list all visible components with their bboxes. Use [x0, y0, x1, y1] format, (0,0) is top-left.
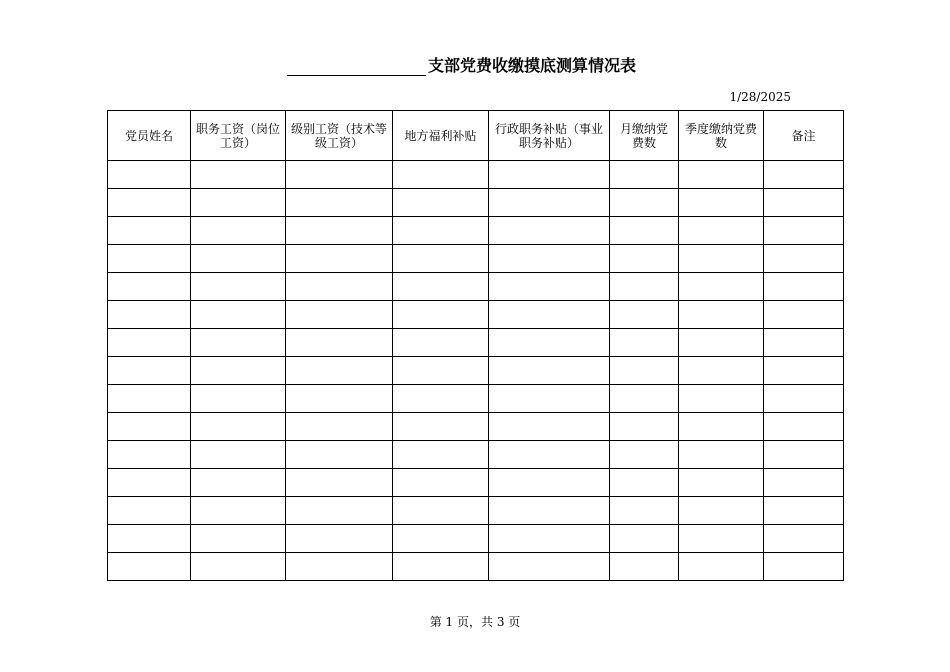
table-cell[interactable]: [610, 553, 679, 581]
table-cell[interactable]: [764, 189, 844, 217]
table-cell[interactable]: [191, 329, 286, 357]
table-cell[interactable]: [610, 189, 679, 217]
table-row: [108, 441, 844, 469]
header-row: [108, 111, 844, 161]
table-cell[interactable]: [610, 161, 679, 189]
table-cell[interactable]: [286, 357, 393, 385]
table-row: [108, 301, 844, 329]
table-cell[interactable]: [108, 497, 191, 525]
table-cell[interactable]: [286, 553, 393, 581]
table-cell[interactable]: [610, 525, 679, 553]
table-cell[interactable]: [679, 469, 764, 497]
table-cell[interactable]: [679, 301, 764, 329]
table-cell[interactable]: [191, 161, 286, 189]
table-cell[interactable]: [610, 301, 679, 329]
table-cell[interactable]: [108, 329, 191, 357]
table-cell[interactable]: [489, 357, 610, 385]
title-text: 支部党费收缴摸底测算情况表: [428, 56, 637, 75]
header-grade-salary: 级别工资（技术等级工资）: [286, 111, 393, 161]
table-cell[interactable]: [286, 161, 393, 189]
table-cell[interactable]: [286, 329, 393, 357]
table-cell[interactable]: [489, 469, 610, 497]
table-cell[interactable]: [679, 245, 764, 273]
table-cell[interactable]: [191, 273, 286, 301]
table-cell[interactable]: [393, 525, 489, 553]
table-cell[interactable]: [393, 273, 489, 301]
table-row: [108, 329, 844, 357]
table-cell[interactable]: [679, 441, 764, 469]
table-cell[interactable]: [286, 413, 393, 441]
header-member-name: 党员姓名: [108, 111, 191, 161]
branch-name-blank: [287, 55, 426, 76]
table-cell[interactable]: [393, 189, 489, 217]
table-cell[interactable]: [764, 357, 844, 385]
table-cell[interactable]: [191, 525, 286, 553]
table-cell[interactable]: [286, 525, 393, 553]
table-cell[interactable]: [286, 385, 393, 413]
table-cell[interactable]: [108, 525, 191, 553]
table-cell[interactable]: [393, 469, 489, 497]
table-cell[interactable]: [489, 245, 610, 273]
table-row: [108, 189, 844, 217]
table-cell[interactable]: [108, 161, 191, 189]
table-cell[interactable]: [108, 357, 191, 385]
table-cell[interactable]: [286, 301, 393, 329]
table-cell[interactable]: [679, 413, 764, 441]
table-cell[interactable]: [610, 385, 679, 413]
table-cell[interactable]: [489, 553, 610, 581]
table-cell[interactable]: [108, 469, 191, 497]
table-cell[interactable]: [679, 357, 764, 385]
table-cell[interactable]: [610, 217, 679, 245]
table-cell[interactable]: [489, 301, 610, 329]
dues-table: [107, 110, 844, 581]
table-cell[interactable]: [286, 497, 393, 525]
table-cell[interactable]: [108, 441, 191, 469]
table-cell[interactable]: [191, 497, 286, 525]
table-cell[interactable]: [191, 217, 286, 245]
table-row: [108, 525, 844, 553]
table-cell[interactable]: [764, 525, 844, 553]
table-cell[interactable]: [286, 189, 393, 217]
table-cell[interactable]: [764, 245, 844, 273]
header-monthly-dues: 月缴纳党费数: [610, 111, 679, 161]
table-cell[interactable]: [286, 273, 393, 301]
table-cell[interactable]: [679, 161, 764, 189]
table-cell[interactable]: [393, 497, 489, 525]
table-cell[interactable]: [191, 189, 286, 217]
table-cell[interactable]: [108, 413, 191, 441]
table-cell[interactable]: [393, 357, 489, 385]
table-cell[interactable]: [489, 441, 610, 469]
table-cell[interactable]: [191, 385, 286, 413]
table-cell[interactable]: [108, 273, 191, 301]
table-cell[interactable]: [489, 413, 610, 441]
table-cell[interactable]: [679, 385, 764, 413]
table-cell[interactable]: [489, 217, 610, 245]
table-cell[interactable]: [286, 469, 393, 497]
table-row: [108, 553, 844, 581]
table-cell[interactable]: [679, 217, 764, 245]
table-cell[interactable]: [679, 189, 764, 217]
table-cell[interactable]: [764, 301, 844, 329]
page-footer: 第 1 页，共 3 页: [429, 615, 521, 629]
table-row: [108, 245, 844, 273]
table-cell[interactable]: [191, 357, 286, 385]
table-cell[interactable]: [764, 553, 844, 581]
table-cell[interactable]: [610, 469, 679, 497]
header-local-allowance: 地方福利补贴: [393, 111, 489, 161]
table-cell[interactable]: [764, 217, 844, 245]
table-row: [108, 413, 844, 441]
table-cell[interactable]: [679, 553, 764, 581]
table-cell[interactable]: [191, 301, 286, 329]
table-cell[interactable]: [108, 217, 191, 245]
table-cell[interactable]: [393, 245, 489, 273]
table-cell[interactable]: [489, 525, 610, 553]
header-remarks: 备注: [764, 111, 844, 161]
table-cell[interactable]: [108, 385, 191, 413]
table-cell[interactable]: [679, 273, 764, 301]
table-cell[interactable]: [393, 217, 489, 245]
header-quarterly-dues: 季度缴纳党费数: [679, 111, 764, 161]
table-row: [108, 161, 844, 189]
table-cell[interactable]: [393, 441, 489, 469]
table-cell[interactable]: [764, 469, 844, 497]
table-row: [108, 497, 844, 525]
header-admin-allowance: 行政职务补贴（事业职务补贴）: [489, 111, 610, 161]
table-row: [108, 469, 844, 497]
table-cell[interactable]: [610, 441, 679, 469]
table-cell[interactable]: [191, 441, 286, 469]
header-position-salary: 职务工资（岗位工资）: [191, 111, 286, 161]
table-cell[interactable]: [610, 273, 679, 301]
table-cell[interactable]: [489, 385, 610, 413]
table-cell[interactable]: [764, 385, 844, 413]
table-cell[interactable]: [393, 301, 489, 329]
table-row: [108, 273, 844, 301]
table-row: [108, 217, 844, 245]
table-cell[interactable]: [610, 357, 679, 385]
table-cell[interactable]: [489, 189, 610, 217]
table-cell[interactable]: [393, 161, 489, 189]
table-cell[interactable]: [393, 413, 489, 441]
table-row: [108, 385, 844, 413]
table-cell[interactable]: [679, 497, 764, 525]
table-cell[interactable]: [610, 329, 679, 357]
table-cell[interactable]: [679, 329, 764, 357]
table-cell[interactable]: [489, 273, 610, 301]
table-cell[interactable]: [393, 329, 489, 357]
table-cell[interactable]: [764, 441, 844, 469]
table-cell[interactable]: [489, 497, 610, 525]
table-cell[interactable]: [764, 413, 844, 441]
table-cell[interactable]: [108, 245, 191, 273]
table-cell[interactable]: [191, 413, 286, 441]
table-cell[interactable]: [191, 469, 286, 497]
table-cell[interactable]: [286, 217, 393, 245]
table-cell[interactable]: [610, 497, 679, 525]
table-cell[interactable]: [489, 161, 610, 189]
document-title: [287, 52, 636, 76]
table-cell[interactable]: [489, 329, 610, 357]
table-cell[interactable]: [191, 245, 286, 273]
table-cell[interactable]: [610, 245, 679, 273]
table-cell[interactable]: [393, 385, 489, 413]
table-cell[interactable]: [108, 301, 191, 329]
table-cell[interactable]: [191, 553, 286, 581]
table-cell[interactable]: [286, 245, 393, 273]
table-cell[interactable]: [286, 441, 393, 469]
table-cell[interactable]: [679, 525, 764, 553]
table-cell[interactable]: [764, 161, 844, 189]
table-cell[interactable]: [764, 273, 844, 301]
table-cell[interactable]: [393, 553, 489, 581]
date-label: 1/28/2025: [729, 90, 791, 104]
table-row: [108, 357, 844, 385]
table-body: [108, 161, 844, 581]
table-cell[interactable]: [764, 329, 844, 357]
table-cell[interactable]: [764, 497, 844, 525]
table-cell[interactable]: [108, 553, 191, 581]
table-cell[interactable]: [108, 189, 191, 217]
table-cell[interactable]: [610, 413, 679, 441]
